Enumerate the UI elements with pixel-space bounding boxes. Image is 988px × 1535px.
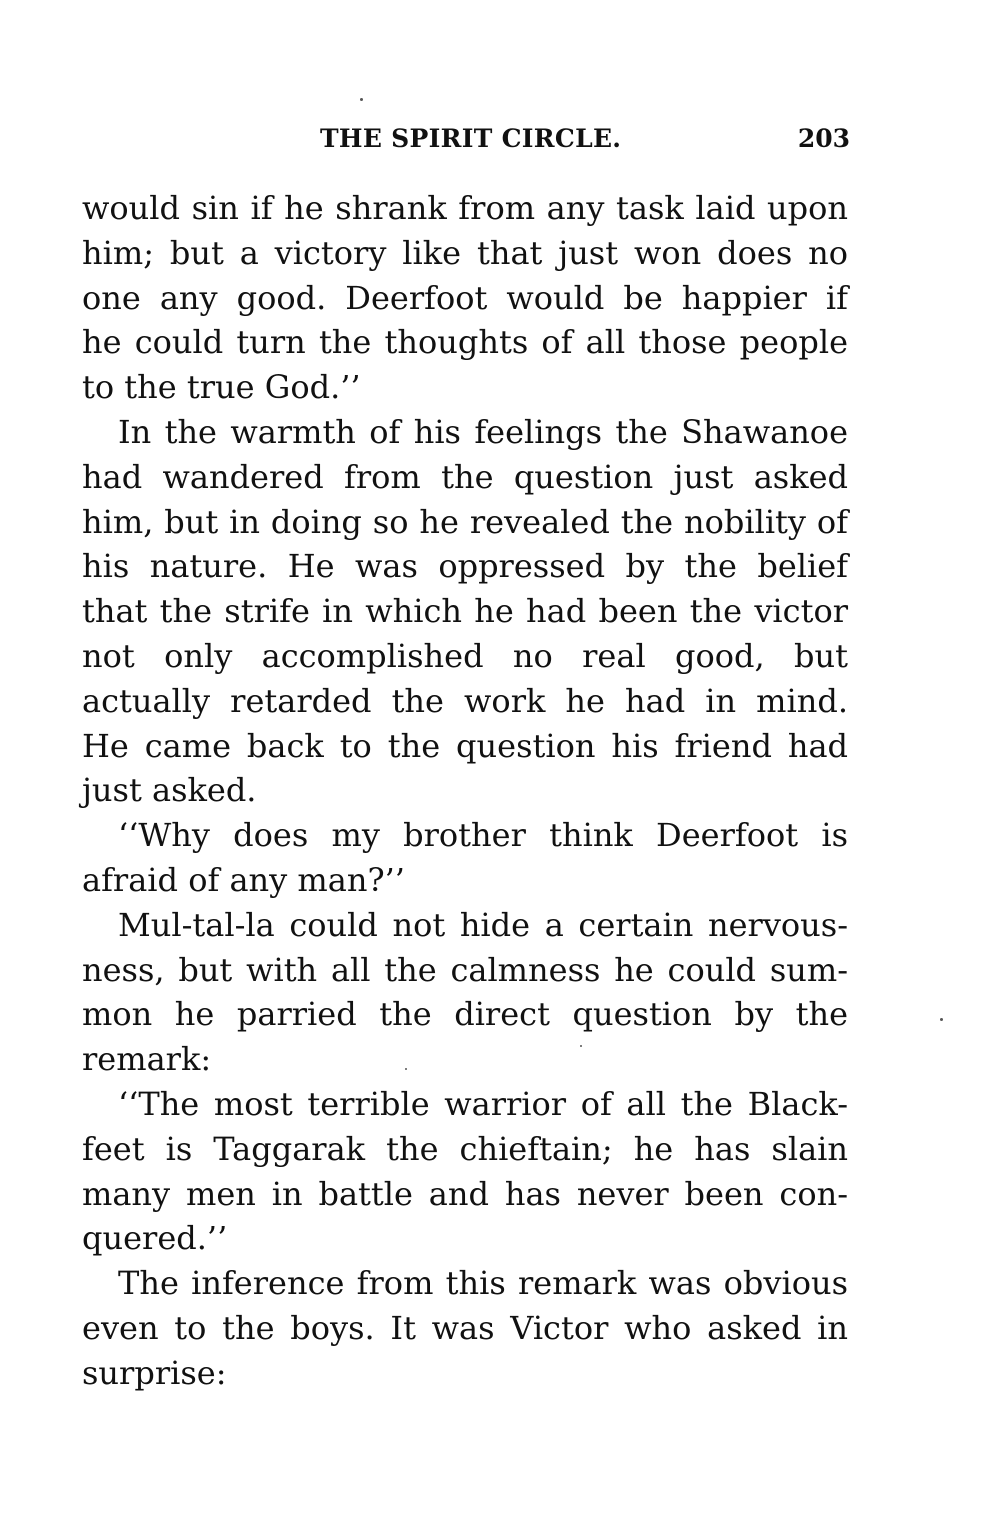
text-line: ness, but with all the calmness he could sum- [82, 950, 848, 989]
scan-speck [580, 1045, 582, 1047]
text-line: afraid of any man?’’ [82, 860, 405, 899]
running-title: THE SPIRIT CIRCLE. [320, 124, 622, 153]
paragraph [82, 813, 848, 903]
text-line: quered.’’ [82, 1219, 228, 1258]
text-line: remark: [82, 1040, 212, 1079]
text-line: to the true God.’’ [82, 368, 361, 407]
paragraph [82, 1082, 848, 1261]
text-line: him; but a victory like that just won does no [82, 233, 848, 272]
page-header [82, 120, 850, 160]
page-number: 203 [797, 124, 850, 153]
text-line: In the warmth of his feelings the Shawanoe [118, 412, 848, 451]
text-line: actually retarded the work he had in mind. [82, 681, 848, 720]
text-line: he could turn the thoughts of all those people [82, 323, 848, 362]
text-line: would sin if he shrank from any task laid upon [82, 189, 848, 227]
body-text [82, 186, 848, 1396]
text-line: mon he parried the direct question by the [82, 995, 848, 1034]
text-line: surprise: [82, 1353, 227, 1392]
scan-speck [360, 98, 363, 101]
text-line: even to the boys. It was Victor who asked in [82, 1308, 848, 1347]
text-line: not only accomplished no real good, but [82, 636, 848, 675]
text-line: ‘‘The most terrible warrior of all the Black- [118, 1084, 848, 1123]
text-line: The inference from this remark was obvious [118, 1264, 848, 1303]
text-line: had wandered from the question just asked [82, 457, 848, 496]
text-line: Mul-tal-la could not hide a certain nervous- [118, 905, 848, 944]
paragraph [82, 1261, 848, 1395]
text-line: many men in battle and has never been con- [82, 1174, 848, 1213]
paragraph [82, 903, 848, 1082]
text-line: him, but in doing so he revealed the nobility of [82, 502, 848, 541]
text-line: He came back to the question his friend had [82, 726, 848, 765]
text-line: that the strife in which he had been the victor [82, 592, 848, 631]
scan-speck [405, 1068, 407, 1070]
text-line: just asked. [82, 771, 257, 810]
paragraph [82, 410, 848, 813]
text-line: feet is Taggarak the chieftain; he has slain [82, 1129, 848, 1168]
text-line: one any good. Deerfoot would be happier if [82, 278, 848, 317]
paragraph [82, 186, 848, 410]
text-line: ‘‘Why does my brother think Deerfoot is [118, 816, 848, 855]
text-line: his nature. He was oppressed by the belief [82, 547, 848, 586]
scan-speck [940, 1018, 943, 1021]
